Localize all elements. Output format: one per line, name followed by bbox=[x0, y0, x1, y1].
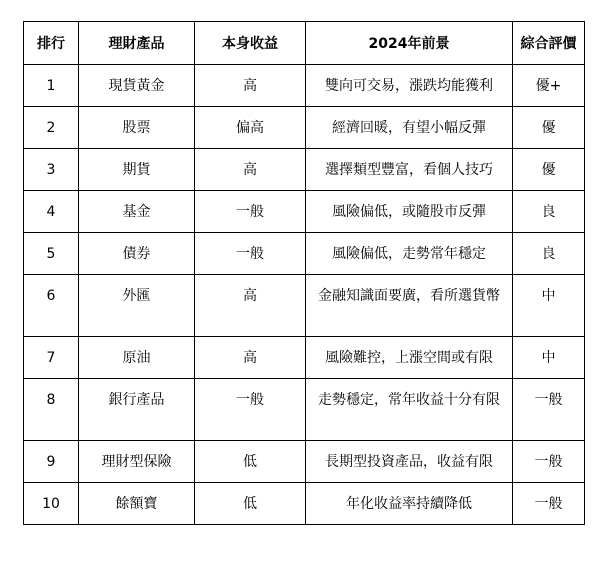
rank-cell: 3 bbox=[24, 149, 79, 191]
rank-cell: 7 bbox=[24, 337, 79, 379]
rating-cell: 優+ bbox=[513, 65, 585, 107]
header-outlook: 2024年前景 bbox=[306, 22, 513, 65]
yield-cell: 高 bbox=[195, 275, 306, 337]
outlook-cell: 金融知識面要廣，看所選貨幣 bbox=[306, 275, 513, 337]
yield-cell: 高 bbox=[195, 337, 306, 379]
table-row bbox=[24, 191, 585, 233]
table-row bbox=[24, 149, 585, 191]
rating-cell: 良 bbox=[513, 191, 585, 233]
header-rating: 綜合評價 bbox=[513, 22, 585, 65]
yield-cell: 偏高 bbox=[195, 107, 306, 149]
product-cell: 股票 bbox=[79, 107, 195, 149]
outlook-cell: 雙向可交易，漲跌均能獲利 bbox=[306, 65, 513, 107]
outlook-cell: 選擇類型豐富，看個人技巧 bbox=[306, 149, 513, 191]
rating-cell: 一般 bbox=[513, 379, 585, 441]
product-cell: 外匯 bbox=[79, 275, 195, 337]
table-row bbox=[24, 337, 585, 379]
rating-cell: 一般 bbox=[513, 441, 585, 483]
rating-cell: 中 bbox=[513, 337, 585, 379]
product-cell: 現貨黃金 bbox=[79, 65, 195, 107]
table-row bbox=[24, 483, 585, 525]
rating-cell: 良 bbox=[513, 233, 585, 275]
table-row bbox=[24, 441, 585, 483]
table-row bbox=[24, 233, 585, 275]
outlook-cell: 年化收益率持續降低 bbox=[306, 483, 513, 525]
yield-cell: 低 bbox=[195, 441, 306, 483]
yield-cell: 一般 bbox=[195, 191, 306, 233]
rating-cell: 一般 bbox=[513, 483, 585, 525]
yield-cell: 高 bbox=[195, 149, 306, 191]
rank-cell: 5 bbox=[24, 233, 79, 275]
product-cell: 銀行產品 bbox=[79, 379, 195, 441]
header-rank: 排行 bbox=[24, 22, 79, 65]
yield-cell: 低 bbox=[195, 483, 306, 525]
table-row bbox=[24, 107, 585, 149]
product-cell: 期貨 bbox=[79, 149, 195, 191]
table-row bbox=[24, 379, 585, 441]
outlook-cell: 風險偏低，或隨股市反彈 bbox=[306, 191, 513, 233]
outlook-cell: 走勢穩定，常年收益十分有限 bbox=[306, 379, 513, 441]
table-row bbox=[24, 65, 585, 107]
rank-cell: 9 bbox=[24, 441, 79, 483]
header-row bbox=[24, 22, 585, 65]
product-cell: 債券 bbox=[79, 233, 195, 275]
rank-cell: 2 bbox=[24, 107, 79, 149]
outlook-cell: 經濟回暖，有望小幅反彈 bbox=[306, 107, 513, 149]
rating-cell: 優 bbox=[513, 107, 585, 149]
yield-cell: 一般 bbox=[195, 379, 306, 441]
product-cell: 基金 bbox=[79, 191, 195, 233]
outlook-cell: 風險偏低，走勢常年穩定 bbox=[306, 233, 513, 275]
ranking-table bbox=[23, 21, 585, 525]
outlook-cell: 風險難控，上漲空間或有限 bbox=[306, 337, 513, 379]
outlook-cell: 長期型投資產品，收益有限 bbox=[306, 441, 513, 483]
rating-cell: 中 bbox=[513, 275, 585, 337]
table-row bbox=[24, 275, 585, 337]
rank-cell: 1 bbox=[24, 65, 79, 107]
rank-cell: 6 bbox=[24, 275, 79, 337]
yield-cell: 高 bbox=[195, 65, 306, 107]
rank-cell: 8 bbox=[24, 379, 79, 441]
product-cell: 理財型保險 bbox=[79, 441, 195, 483]
rank-cell: 10 bbox=[24, 483, 79, 525]
product-cell: 餘額寶 bbox=[79, 483, 195, 525]
rating-cell: 優 bbox=[513, 149, 585, 191]
rank-cell: 4 bbox=[24, 191, 79, 233]
product-cell: 原油 bbox=[79, 337, 195, 379]
yield-cell: 一般 bbox=[195, 233, 306, 275]
header-product: 理財產品 bbox=[79, 22, 195, 65]
header-yield: 本身收益 bbox=[195, 22, 306, 65]
